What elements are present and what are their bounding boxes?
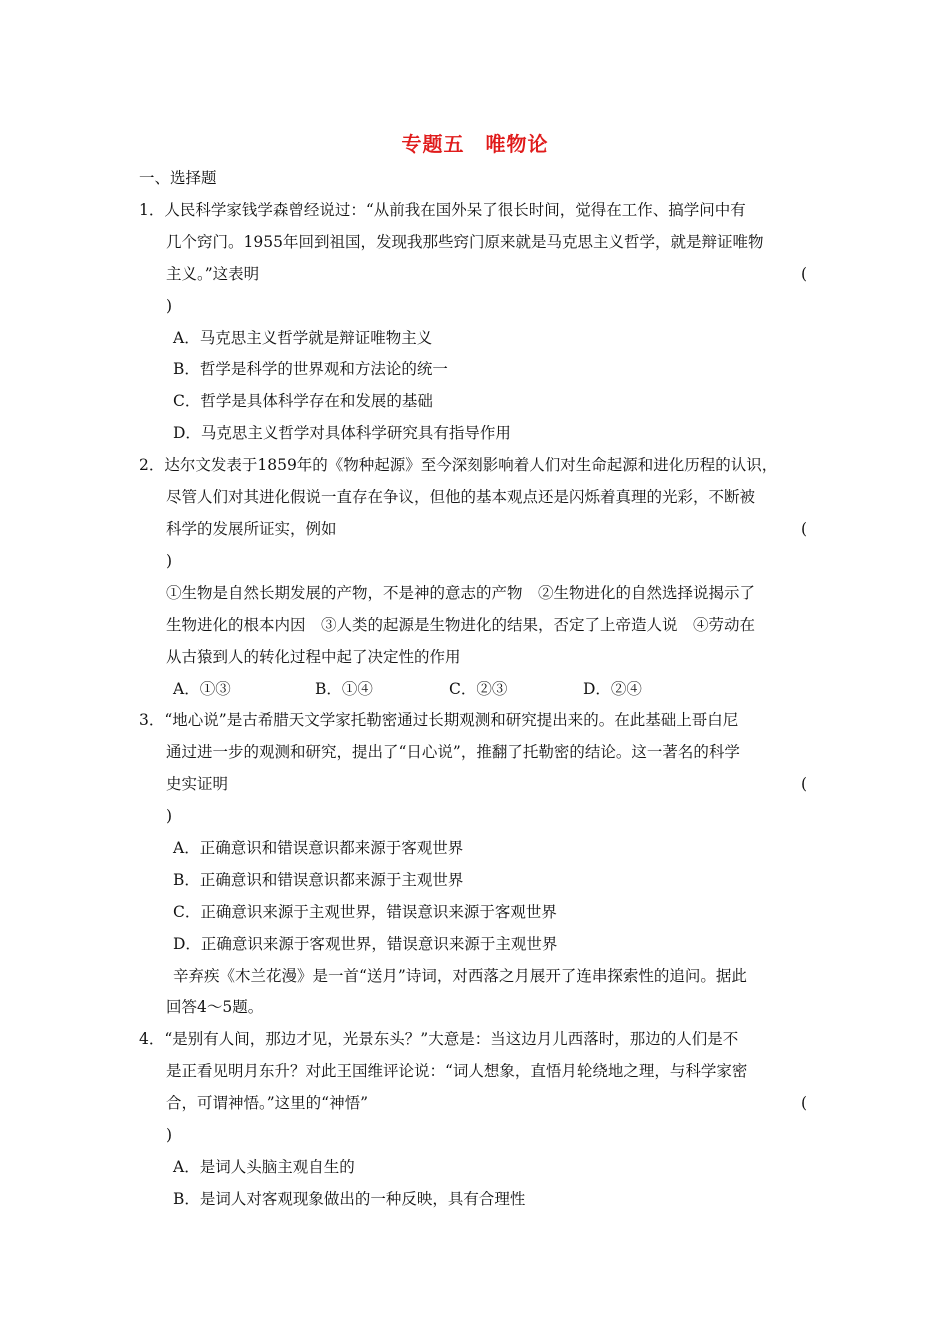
q3-answer-paren-close: ) [166,807,173,825]
q3-answer-paren-open: ( [801,775,808,793]
q3-option-b: B．正确意识和错误意识都来源于主观世界 [173,871,464,889]
intro-paragraph-line: 回答4～5题。 [166,998,264,1016]
q1-option-c: C．哲学是具体科学存在和发展的基础 [173,392,433,410]
q2-answer-paren-open: ( [801,520,808,538]
q2-stem-line: 尽管人们对其进化假说一直存在争议，但他的基本观点还是闪烁着真理的光彩，不断被 [166,488,756,506]
q2-statement-line: ①生物是自然长期发展的产物，不是神的意志的产物 ②生物进化的自然选择说揭示了 [166,584,756,602]
intro-paragraph-line: 辛弃疾《木兰花漫》是一首“送月”诗词，对西落之月展开了连串探索性的追问。据此 [173,967,747,985]
q4-option-b: B．是词人对客观现象做出的一种反映，具有合理性 [173,1190,526,1208]
q2-answer-paren-close: ) [166,552,173,570]
q3-option-a: A．正确意识和错误意识都来源于客观世界 [173,839,464,857]
q2-option-a: A．①③ [173,680,231,698]
q4-stem-line: 是正看见明月东升？对此王国维评论说：“词人想象，直悟月轮绕地之理，与科学家密 [166,1062,748,1080]
q2-option-d: D．②④ [583,680,642,698]
q3-option-d: D．正确意识来源于客观世界，错误意识来源于主观世界 [173,935,558,953]
q1-stem-line: 主义。”这表明 [166,265,260,283]
q4-stem-line: 合，可谓神悟。”这里的“神悟” [166,1094,369,1112]
q2-statement-line: 生物进化的根本内因 ③人类的起源是生物进化的结果，否定了上帝造人说 ④劳动在 [166,616,756,634]
q4-stem-line: 4．“是别有人间，那边才见，光景东头？”大意是：当这边月儿西落时，那边的人们是不 [139,1030,739,1048]
q4-option-a: A．是词人头脑主观自生的 [173,1158,355,1176]
q3-stem-line: 史实证明 [166,775,229,793]
q2-option-b: B．①④ [315,680,373,698]
q1-option-a: A．马克思主义哲学就是辩证唯物主义 [173,329,433,347]
q1-option-d: D．马克思主义哲学对具体科学研究具有指导作用 [173,424,511,442]
page-title: 专题五 唯物论 [401,132,549,156]
section-heading: 一、选择题 [139,169,217,187]
q1-stem-line: 1．人民科学家钱学森曾经说过：“从前我在国外呆了很长时间，觉得在工作、搞学问中有 [139,201,746,219]
q3-stem-line: 3．“地心说”是古希腊天文学家托勒密通过长期观测和研究提出来的。在此基础上哥白尼 [139,711,739,729]
q1-answer-paren-close: ) [166,297,173,315]
q2-statement-line: 从古猿到人的转化过程中起了决定性的作用 [166,648,461,666]
q2-stem-line: 科学的发展所证实，例如 [166,520,337,538]
q1-stem-line: 几个窍门。1955年回到祖国，发现我那些窍门原来就是马克思主义哲学，就是辩证唯物 [166,233,764,251]
q2-option-c: C．②③ [449,680,508,698]
q4-answer-paren-close: ) [166,1126,173,1144]
q1-answer-paren-open: ( [801,265,808,283]
q3-stem-line: 通过进一步的观测和研究，提出了“日心说”，推翻了托勒密的结论。这一著名的科学 [166,743,740,761]
q4-answer-paren-open: ( [801,1094,808,1112]
q2-stem-line: 2．达尔文发表于1859年的《物种起源》至今深刻影响着人们对生命起源和进化历程的认识， [139,456,778,474]
q1-option-b: B．哲学是科学的世界观和方法论的统一 [173,360,448,378]
q3-option-c: C．正确意识来源于主观世界，错误意识来源于客观世界 [173,903,557,921]
